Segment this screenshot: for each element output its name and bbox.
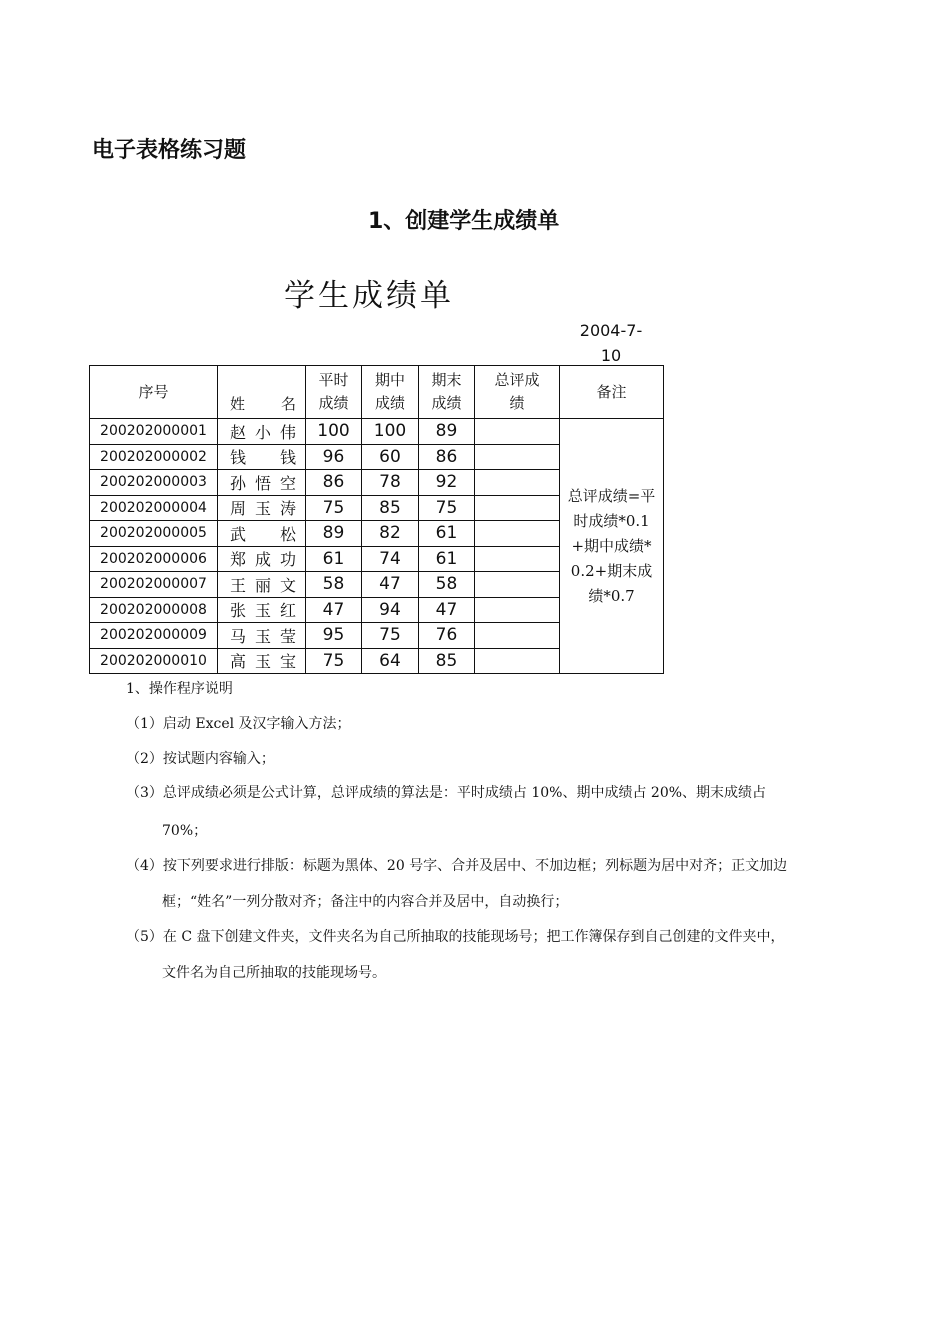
student-id-cell: 200202000001 [90, 419, 218, 445]
mid-score-cell: 78 [362, 470, 419, 496]
instruction-step-5-cont: 文件名为自己所抽取的技能现场号。 [162, 965, 386, 981]
student-name-char: 张 [230, 601, 247, 621]
student-name-char: 松 [279, 524, 296, 544]
instruction-step-4-cont: 框；“姓名”一列分散对齐；备注中的内容合并及居中，自动换行； [162, 894, 569, 910]
total-score-cell [475, 419, 560, 445]
final-score-cell: 76 [419, 623, 475, 649]
header-usual [306, 366, 362, 419]
usual-score-cell: 86 [306, 470, 362, 496]
header-final [419, 366, 475, 419]
student-name-char: 高 [230, 652, 247, 672]
final-score-cell: 85 [419, 648, 475, 674]
grade-body [90, 419, 664, 674]
header-row [90, 366, 664, 419]
usual-score-cell: 89 [306, 521, 362, 547]
student-name-cell [218, 495, 306, 521]
student-name-cell [218, 470, 306, 496]
section-title: 1、创建学生成绩单 [368, 209, 560, 234]
final-score-cell: 75 [419, 495, 475, 521]
header-remark: 备注 [560, 366, 664, 419]
student-name-char: 悟 [254, 473, 271, 493]
total-score-cell [475, 623, 560, 649]
final-score-cell: 89 [419, 419, 475, 445]
final-score-cell: 92 [419, 470, 475, 496]
document-title: 电子表格练习题 [92, 138, 247, 163]
usual-score-cell: 95 [306, 623, 362, 649]
total-score-cell [475, 572, 560, 598]
student-name-char: 赵 [230, 422, 247, 442]
grade-table [89, 365, 664, 674]
student-id-cell: 200202000009 [90, 623, 218, 649]
total-score-cell [475, 495, 560, 521]
total-score-cell [475, 597, 560, 623]
header-final-line-2: 成绩 [431, 394, 462, 412]
student-name-cell [218, 444, 306, 470]
student-name-char: 宝 [279, 652, 296, 672]
student-name-char: 小 [254, 422, 271, 442]
mid-score-cell: 82 [362, 521, 419, 547]
student-id-cell: 200202000003 [90, 470, 218, 496]
instruction-step-2: （2）按试题内容输入； [126, 751, 275, 767]
instruction-step-1: （1）启动 Excel 及汉字输入方法； [126, 716, 351, 732]
student-name-char: 涛 [279, 499, 296, 519]
total-score-cell [475, 521, 560, 547]
final-score-cell: 47 [419, 597, 475, 623]
instruction-step-3-cont: 70%； [162, 823, 208, 839]
header-total-line-1: 总评成 [494, 371, 540, 389]
student-name-char: 玉 [254, 601, 271, 621]
student-name-char: 周 [230, 499, 247, 519]
header-mid [362, 366, 419, 419]
header-name [218, 366, 306, 419]
instruction-step-5: （5）在 C 盘下创建文件夹，文件夹名为自己所抽取的技能现场号；把工作簿保存到自己创建的文件夹中， [126, 929, 785, 945]
final-score-cell: 86 [419, 444, 475, 470]
total-score-cell [475, 444, 560, 470]
student-name-cell [218, 648, 306, 674]
total-score-cell [475, 648, 560, 674]
student-id-cell: 200202000008 [90, 597, 218, 623]
usual-score-cell: 58 [306, 572, 362, 598]
header-name-part-2: 名 [280, 395, 296, 413]
mid-score-cell: 60 [362, 444, 419, 470]
student-name-char: 功 [279, 550, 296, 570]
total-score-cell [475, 546, 560, 572]
mid-score-cell: 100 [362, 419, 419, 445]
student-name-char: 王 [230, 575, 247, 595]
sheet-title: 学生成绩单 [284, 278, 454, 314]
student-name-char: 红 [279, 601, 296, 621]
header-usual-line-1: 平时 [318, 371, 349, 389]
header-name-part-1: 姓 [230, 395, 246, 413]
header-total-line-2: 绩 [509, 394, 525, 412]
sheet-date [570, 318, 652, 368]
date-line-1: 2004-7- [579, 321, 643, 340]
header-id: 序号 [90, 366, 218, 419]
student-name-cell [218, 546, 306, 572]
mid-score-cell: 64 [362, 648, 419, 674]
student-name-char: 玉 [254, 499, 271, 519]
mid-score-cell: 85 [362, 495, 419, 521]
final-score-cell: 61 [419, 546, 475, 572]
header-mid-line-2: 成绩 [374, 394, 405, 412]
mid-score-cell: 75 [362, 623, 419, 649]
final-score-cell: 58 [419, 572, 475, 598]
remark-cell: 总评成绩=平时成绩*0.1+期中成绩*0.2+期末成绩*0.7 [560, 419, 664, 674]
student-name-char: 孙 [230, 473, 247, 493]
header-final-line-1: 期末 [431, 371, 462, 389]
student-name-char: 钱 [279, 448, 296, 468]
instruction-step-3: （3）总评成绩必须是公式计算，总评成绩的算法是：平时成绩占 10%、期中成绩占 20%、期末成绩占 [126, 785, 767, 801]
student-id-cell: 200202000005 [90, 521, 218, 547]
student-name-char: 伟 [279, 422, 296, 442]
usual-score-cell: 61 [306, 546, 362, 572]
student-id-cell: 200202000006 [90, 546, 218, 572]
header-mid-line-1: 期中 [374, 371, 405, 389]
usual-score-cell: 75 [306, 648, 362, 674]
usual-score-cell: 47 [306, 597, 362, 623]
student-name-char: 玉 [254, 652, 271, 672]
instruction-step-4: （4）按下列要求进行排版：标题为黑体、20 号字、合并及居中、不加边框；列标题为居中对齐；正文加边 [126, 858, 788, 874]
header-usual-line-2: 成绩 [318, 394, 349, 412]
student-id-cell: 200202000007 [90, 572, 218, 598]
usual-score-cell: 100 [306, 419, 362, 445]
student-name-char: 玉 [254, 626, 271, 646]
student-name-char: 郑 [230, 550, 247, 570]
total-score-cell [475, 470, 560, 496]
student-name-char: 文 [279, 575, 296, 595]
mid-score-cell: 47 [362, 572, 419, 598]
student-name-cell [218, 597, 306, 623]
final-score-cell: 61 [419, 521, 475, 547]
instructions-heading: 1、操作程序说明 [126, 681, 233, 697]
student-name-char: 丽 [254, 575, 271, 595]
usual-score-cell: 96 [306, 444, 362, 470]
header-total [475, 366, 560, 419]
student-name-cell [218, 623, 306, 649]
mid-score-cell: 74 [362, 546, 419, 572]
student-name-char: 成 [254, 550, 271, 570]
student-name-char: 钱 [230, 448, 247, 468]
student-name-cell [218, 521, 306, 547]
mid-score-cell: 94 [362, 597, 419, 623]
usual-score-cell: 75 [306, 495, 362, 521]
student-name-char: 马 [230, 626, 247, 646]
student-id-cell: 200202000010 [90, 648, 218, 674]
student-id-cell: 200202000002 [90, 444, 218, 470]
date-line-2: 10 [600, 346, 622, 365]
student-name-char: 武 [230, 524, 247, 544]
student-name-cell [218, 419, 306, 445]
student-name-char: 空 [279, 473, 296, 493]
table-row [90, 419, 664, 445]
student-name-char: 莹 [279, 626, 296, 646]
student-id-cell: 200202000004 [90, 495, 218, 521]
student-name-cell [218, 572, 306, 598]
